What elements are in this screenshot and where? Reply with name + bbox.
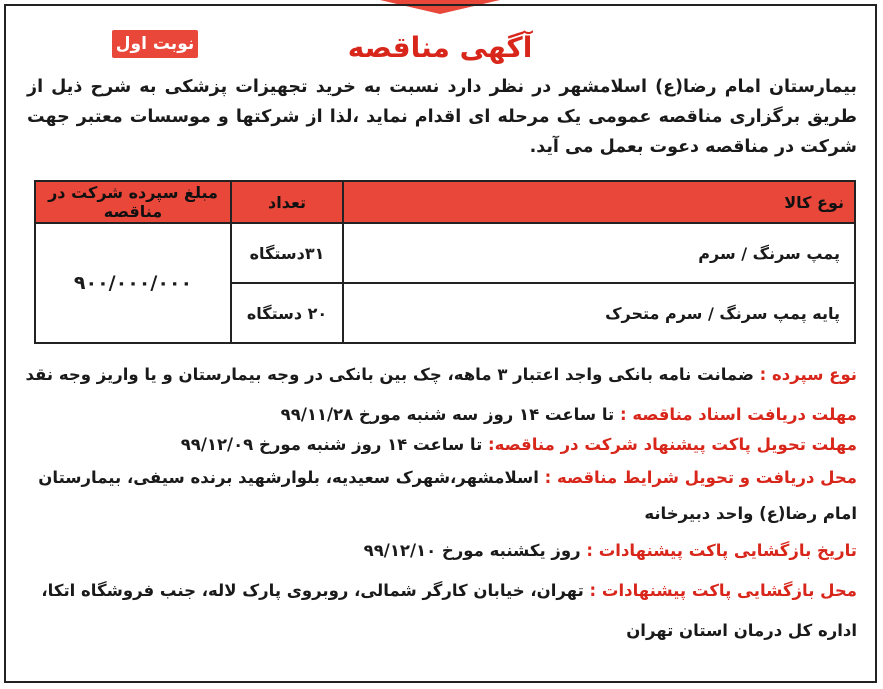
detail-value: تا ساعت ۱۴ روز شنبه مورخ ۹۹/۱۲/۰۹ <box>180 435 483 454</box>
detail-label: مهلت دریافت اسناد مناقصه : <box>614 405 857 424</box>
page-title: آگهی مناقصه <box>347 31 533 64</box>
detail-opening-place <box>17 576 857 606</box>
row-item: پمپ سرنگ / سرم <box>343 223 855 283</box>
detail-deposit-type <box>17 360 857 390</box>
detail-docs-deadline <box>17 400 857 430</box>
detail-label: محل دریافت و تحویل شرایط مناقصه : <box>538 468 857 487</box>
table-row <box>35 223 855 283</box>
detail-label: مهلت تحویل پاکت پیشنهاد شرکت در مناقصه: <box>482 435 857 454</box>
header-deposit: مبلغ سپرده شرکت در مناقصه <box>35 181 231 223</box>
detail-value: ضمانت نامه بانکی واجد اعتبار ۳ ماهه، چک بین بانکی در وجه بیمارستان و یا واریز وجه نقد <box>25 365 754 384</box>
detail-value: روز یکشنبه مورخ ۹۹/۱۲/۱۰ <box>363 541 581 560</box>
detail-bid-deadline <box>17 430 857 460</box>
header-qty: تعداد <box>231 181 343 223</box>
detail-label: نوع سپرده : <box>753 365 857 384</box>
detail-label: تاریخ بازگشایی پاکت پیشنهادات : <box>580 541 857 560</box>
detail-docs-place <box>17 460 857 532</box>
round-badge: نوبت اول <box>112 30 198 58</box>
intro-paragraph: بیمارستان امام رضا(ع) اسلامشهر در نظر دارد نسبت به خرید تجهیزات پزشکی به شرح ذیل از طریق برگزاری مناقصه عمومی یک مرحله ای اقدام نماید ،لذا از شرکتها و موسسات معتبر جهت شرکت در مناقصه دعوت بعمل می آید. <box>27 77 857 157</box>
row-item: پایه پمپ سرنگ / سرم متحرک <box>343 283 855 343</box>
deposit-amount: ۹۰۰/۰۰۰/۰۰۰ <box>35 223 231 343</box>
row-qty: ۲۰ دستگاه <box>231 283 343 343</box>
detail-value: اسلامشهر،شهرک سعیدیه، بلوارشهید برنده سیفی، بیمارستان امام رضا(ع) واحد دبیرخانه <box>38 468 857 523</box>
details-section <box>17 360 857 646</box>
header-item: نوع کالا <box>343 181 855 223</box>
detail-value: تا ساعت ۱۴ روز سه شنبه مورخ ۹۹/۱۱/۲۸ <box>280 405 615 424</box>
detail-label: محل بازگشایی پاکت پیشنهادات : <box>583 581 857 600</box>
row-qty: ۳۱دستگاه <box>231 223 343 283</box>
goods-table <box>34 180 856 344</box>
detail-opening-date <box>17 536 857 566</box>
table-header-row <box>35 181 855 223</box>
detail-value: تهران، خیابان کارگر شمالی، روبروی پارک لاله، جنب فروشگاه اتکا، <box>41 581 584 600</box>
signature: اداره کل درمان استان تهران <box>626 621 857 640</box>
